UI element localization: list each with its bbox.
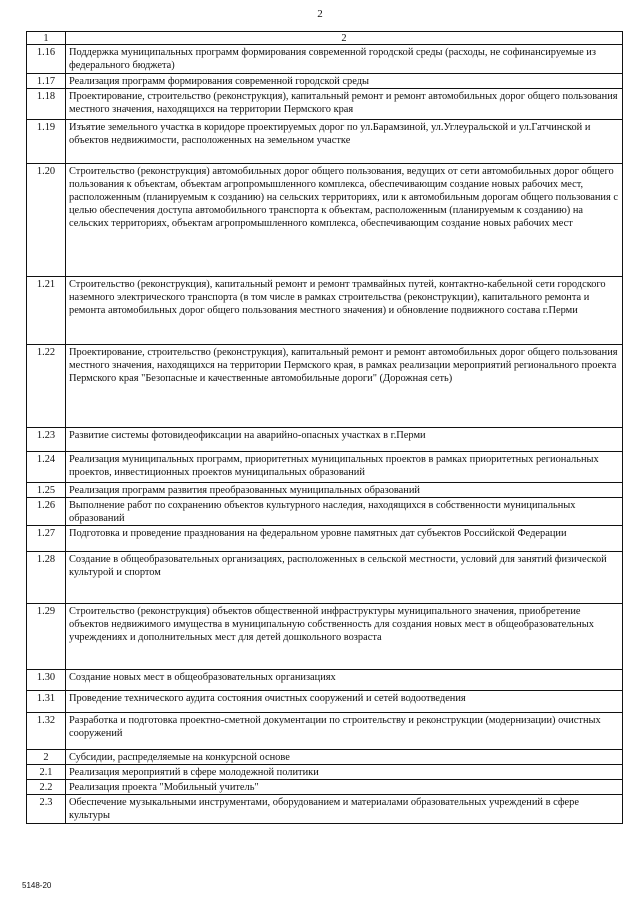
table-row bbox=[27, 498, 623, 526]
row-number: 2.2 bbox=[27, 780, 66, 795]
row-number: 1.26 bbox=[27, 498, 66, 526]
row-number: 1.31 bbox=[27, 691, 66, 713]
table-row bbox=[27, 483, 623, 498]
row-number: 1.17 bbox=[27, 74, 66, 89]
row-description: Строительство (реконструкция) автомобильных дорог общего пользования, ведущих от сети автомобильных дорог общего пользования к объектам, объектам агропромышленного комплекса, обеспечивающим создание новых рабочих мест, расположенным (планируемым к созданию) на сельских территориях, или к автомобильным дорогам общего пользования с целью обеспечения доступа автомобильного транспорта к объектам, расположенным (планируемым к созданию) на сельских территориях, объектам агропромышленного комплекса, обеспечивающим создание новых рабочих мест bbox=[66, 164, 623, 277]
row-description: Подготовка и проведение празднования на федеральном уровне памятных дат субъектов Российской Федерации bbox=[66, 526, 623, 552]
table-row bbox=[27, 552, 623, 604]
table-row bbox=[27, 45, 623, 74]
row-description: Обеспечение музыкальными инструментами, оборудованием и материалами образовательных учреждений в сфере культуры bbox=[66, 795, 623, 824]
row-number: 2 bbox=[27, 750, 66, 765]
row-number: 1.25 bbox=[27, 483, 66, 498]
table-row bbox=[27, 89, 623, 120]
row-number: 2.1 bbox=[27, 765, 66, 780]
row-description: Развитие системы фотовидеофиксации на аварийно-опасных участках в г.Перми bbox=[66, 428, 623, 452]
table-row bbox=[27, 164, 623, 277]
table-header-row bbox=[27, 32, 623, 45]
row-description: Реализация муниципальных программ, приоритетных муниципальных проектов в рамках приоритетных региональных проектов, инвестиционных проектов муниципальных образований bbox=[66, 452, 623, 483]
row-number: 2.3 bbox=[27, 795, 66, 824]
row-number: 1.23 bbox=[27, 428, 66, 452]
table-row bbox=[27, 604, 623, 670]
row-description: Проведение технического аудита состояния очистных сооружений и сетей водоотведения bbox=[66, 691, 623, 713]
row-description: Создание в общеобразовательных организациях, расположенных в сельской местности, условий для занятий физической культурой и спортом bbox=[66, 552, 623, 604]
subsidy-table bbox=[26, 31, 623, 824]
row-description: Изъятие земельного участка в коридоре проектируемых дорог по ул.Барамзиной, ул.Углеуральской и ул.Гатчинской и объектов недвижимости, расположенных на земельном участке bbox=[66, 120, 623, 164]
table-row bbox=[27, 277, 623, 345]
row-number: 1.29 bbox=[27, 604, 66, 670]
row-description: Реализация проекта "Мобильный учитель" bbox=[66, 780, 623, 795]
row-description: Проектирование, строительство (реконструкция), капитальный ремонт и ремонт автомобильных дорог общего пользования местного значения, находящихся на территории Пермского края bbox=[66, 89, 623, 120]
row-description: Реализация программ формирования современной городской среды bbox=[66, 74, 623, 89]
table-row bbox=[27, 765, 623, 780]
table-row bbox=[27, 750, 623, 765]
row-number: 1.20 bbox=[27, 164, 66, 277]
table-row bbox=[27, 691, 623, 713]
row-number: 1.22 bbox=[27, 345, 66, 428]
table-row bbox=[27, 713, 623, 750]
table-row bbox=[27, 345, 623, 428]
table-row bbox=[27, 452, 623, 483]
row-description: Поддержка муниципальных программ формирования современной городской среды (расходы, не софинансируемые из федерального бюджета) bbox=[66, 45, 623, 74]
table-row bbox=[27, 428, 623, 452]
table-row bbox=[27, 670, 623, 691]
row-description: Субсидии, распределяемые на конкурсной основе bbox=[66, 750, 623, 765]
row-description: Реализация программ развития преобразованных муниципальных образований bbox=[66, 483, 623, 498]
row-number: 1.28 bbox=[27, 552, 66, 604]
row-number: 1.24 bbox=[27, 452, 66, 483]
row-number: 1.32 bbox=[27, 713, 66, 750]
row-number: 1.27 bbox=[27, 526, 66, 552]
table-row bbox=[27, 780, 623, 795]
table-row bbox=[27, 795, 623, 824]
row-description: Строительство (реконструкция) объектов общественной инфраструктуры муниципального значения, приобретение объектов недвижимого имущества в муниципальную собственность для создания новых мест в общеобразовательных учреждениях и дополнительных мест для детей дошкольного возраста bbox=[66, 604, 623, 670]
page-number: 2 bbox=[317, 8, 323, 20]
row-description: Разработка и подготовка проектно-сметной документации по строительству и реконструкции (модернизации) очистных сооружений bbox=[66, 713, 623, 750]
table-row bbox=[27, 526, 623, 552]
row-number: 1.21 bbox=[27, 277, 66, 345]
row-description: Проектирование, строительство (реконструкция), капитальный ремонт и ремонт автомобильных дорог общего пользования местного значения, находящихся на территории Пермского края, в рамках реализации мероприятий регионального проекта Пермского края "Безопасные и качественные автомобильные дороги" (Дорожная сеть) bbox=[66, 345, 623, 428]
row-number: 1.16 bbox=[27, 45, 66, 74]
row-description: Выполнение работ по сохранению объектов культурного наследия, находящихся в собственности муниципальных образований bbox=[66, 498, 623, 526]
header-col-number: 1 bbox=[27, 32, 66, 45]
header-col-name: 2 bbox=[66, 32, 623, 45]
table-row bbox=[27, 74, 623, 89]
row-description: Реализация мероприятий в сфере молодежной политики bbox=[66, 765, 623, 780]
row-number: 1.19 bbox=[27, 120, 66, 164]
table-row bbox=[27, 120, 623, 164]
row-number: 1.30 bbox=[27, 670, 66, 691]
row-description: Создание новых мест в общеобразовательных организациях bbox=[66, 670, 623, 691]
document-code: 5148-20 bbox=[22, 881, 52, 890]
row-description: Строительство (реконструкция), капитальный ремонт и ремонт трамвайных путей, контактно-кабельной сети городского наземного электрического транспорта (в том числе в рамках строительства (реконструкции), капитального ремонта и ремонта автомобильных дорог общего пользования местного значения) и обновление подвижного состава г.Перми bbox=[66, 277, 623, 345]
row-number: 1.18 bbox=[27, 89, 66, 120]
